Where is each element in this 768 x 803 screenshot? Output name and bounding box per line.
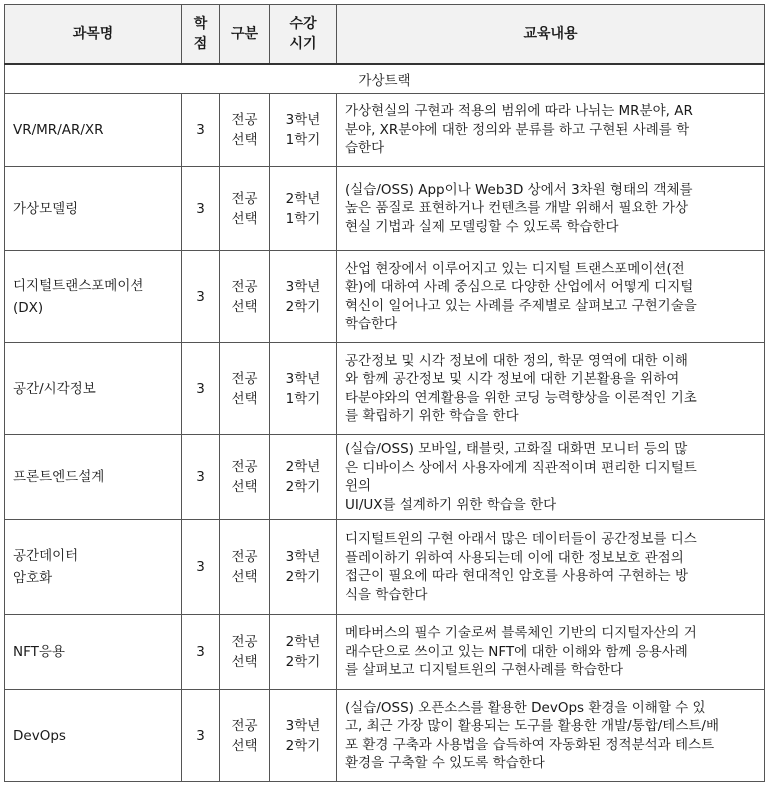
course-description: [337, 167, 765, 251]
course-term: 3학년 1학기: [270, 343, 337, 435]
description-line: 산업 현장에서 이루어지고 있는 디지털 트랜스포메이션(전: [345, 260, 685, 277]
table-row: [5, 435, 765, 520]
course-name: 프론트엔드설계: [5, 435, 182, 520]
description-line: 공간정보 및 시각 정보에 대한 정의, 학문 영역에 대한 이해: [345, 352, 688, 369]
description-line: 와 함께 공간정보 및 시각 정보에 대한 기본활용을 위하여: [345, 371, 680, 387]
course-credit: 3: [182, 251, 220, 343]
description-line: 플레이하기 위하여 사용되는데 이에 대한 정보보호 관점의: [345, 549, 684, 566]
course-table: [4, 4, 765, 782]
course-name: 공간/시각정보: [5, 343, 182, 435]
course-term: 2학년 2학기: [270, 615, 337, 690]
description-line: 가상현실의 구현과 적용의 범위에 따라 나뉘는 MR분야, AR: [345, 103, 693, 120]
course-type: 전공 선택: [220, 251, 270, 343]
description-line: 를 살펴보고 디지털트윈의 구현사례를 학습한다: [345, 662, 623, 679]
description-line: 래수단으로 쓰이고 있는 NFT에 대한 이해와 함께 응용사례: [345, 643, 688, 660]
description-line: 타분야와의 연계활용을 위한 코딩 능력향상을 이론적인 기초: [345, 389, 697, 406]
header-row: [5, 5, 765, 65]
description-line: 분야, XR분야에 대한 정의와 분류를 하고 구현된 사례를 학: [345, 121, 690, 138]
description-line: 포 환경 구축과 사용법을 습득하여 자동화된 정적분석과 테스트: [345, 736, 715, 753]
course-term: 3학년 2학기: [270, 251, 337, 343]
description-line: 디지털트윈의 구현 아래서 많은 데이터들이 공간정보를 디스: [345, 531, 697, 547]
course-type: 전공 선택: [220, 690, 270, 782]
description-line: 고, 최근 가장 많이 활용되는 도구를 활용한 개발/통합/테스트/배: [345, 718, 719, 734]
description-line: UI/UX를 설계하기 위한 학습을 한다: [345, 496, 557, 513]
table-row: [5, 251, 765, 343]
description-line: 윈의: [345, 478, 372, 494]
section-row: [5, 64, 765, 94]
description-line: 습한다: [345, 140, 385, 157]
course-type: 전공 선택: [220, 615, 270, 690]
course-credit: 3: [182, 690, 220, 782]
header-description: 교육내용: [337, 5, 765, 65]
course-name: 가상모델링: [5, 167, 182, 251]
table-row: [5, 520, 765, 615]
header-credit: 학 점: [182, 5, 220, 65]
table-row: [5, 167, 765, 251]
description-line: 메타버스의 필수 기술로써 블록체인 기반의 디지털자산의 거: [345, 625, 697, 642]
table-row: [5, 94, 765, 167]
course-type: 전공 선택: [220, 167, 270, 251]
course-name: NFT응용: [5, 615, 182, 690]
course-description: [337, 251, 765, 343]
course-term: 3학년 2학기: [270, 520, 337, 615]
course-type: 전공 선택: [220, 435, 270, 520]
course-term: 2학년 2학기: [270, 435, 337, 520]
table-row: [5, 690, 765, 782]
table-row: [5, 343, 765, 435]
description-line: (실습/OSS) 모바일, 태블릿, 고화질 대화면 모니터 등의 많: [345, 441, 688, 457]
course-credit: 3: [182, 94, 220, 167]
header-course-name: 과목명: [5, 5, 182, 65]
header-term: 수강 시기: [270, 5, 337, 65]
course-name: 공간데이터 암호화: [5, 520, 182, 615]
description-line: 혁신이 일어나고 있는 사례를 주제별로 살펴보고 구현기술을: [345, 297, 697, 314]
course-credit: 3: [182, 435, 220, 520]
course-description: [337, 94, 765, 167]
description-line: 를 확립하기 위한 학습을 한다: [345, 408, 519, 424]
course-description: [337, 435, 765, 520]
course-term: 3학년 2학기: [270, 690, 337, 782]
course-term: 3학년 1학기: [270, 94, 337, 167]
course-name: 디지털트랜스포메이션 (DX): [5, 251, 182, 343]
description-line: (실습/OSS) 오픈소스를 활용한 DevOps 환경을 이해할 수 있: [345, 699, 706, 716]
course-credit: 3: [182, 167, 220, 251]
course-name: DevOps: [5, 690, 182, 782]
header-type: 구분: [220, 5, 270, 65]
description-line: 높은 품질로 표현하거나 컨텐츠를 개발 위해서 필요한 가상: [345, 200, 689, 217]
course-credit: 3: [182, 615, 220, 690]
course-description: [337, 520, 765, 615]
course-description: [337, 615, 765, 690]
description-line: (실습/OSS) App이나 Web3D 상에서 3차원 형태의 객체를: [345, 181, 693, 198]
description-line: 접근이 필요에 따라 현대적인 암호를 사용하여 구현하는 방: [345, 568, 689, 584]
table-row: [5, 615, 765, 690]
course-type: 전공 선택: [220, 520, 270, 615]
description-line: 환경을 구축할 수 있도록 학습한다: [345, 755, 545, 771]
course-type: 전공 선택: [220, 343, 270, 435]
course-name: VR/MR/AR/XR: [5, 94, 182, 167]
course-description: [337, 690, 765, 782]
course-credit: 3: [182, 520, 220, 615]
course-credit: 3: [182, 343, 220, 435]
course-description: [337, 343, 765, 435]
description-line: 현실 기법과 실제 모델링할 수 있도록 학습한다: [345, 218, 619, 235]
section-title: 가상트랙: [5, 64, 765, 94]
course-term: 2학년 1학기: [270, 167, 337, 251]
description-line: 학습한다: [345, 316, 398, 332]
course-type: 전공 선택: [220, 94, 270, 167]
description-line: 은 디바이스 상에서 사용자에게 직관적이며 편리한 디지털트: [345, 459, 697, 476]
description-line: 환)에 대하여 사례 중심으로 다양한 산업에서 어떻게 디지털: [345, 279, 694, 295]
description-line: 식을 학습한다: [345, 586, 428, 603]
